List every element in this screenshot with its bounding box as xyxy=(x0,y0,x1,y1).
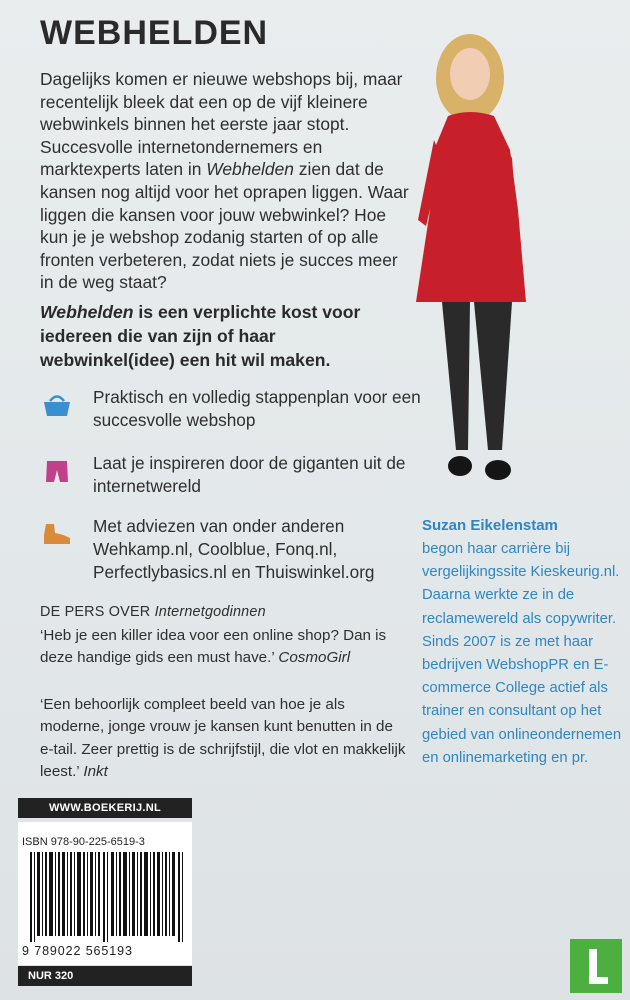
publisher-url: WWW.BOEKERIJ.NL xyxy=(18,798,192,818)
l-logo-icon xyxy=(570,939,622,993)
bullet-text: Met adviezen van onder anderen Wehkamp.nl, Coolblue, Fonq.nl, Perfectlybasics.nl en Thuiswinkel.org xyxy=(93,516,375,582)
publisher-logo xyxy=(570,939,622,993)
press-heading: DE PERS OVER Internetgodinnen xyxy=(40,604,266,620)
author-bio: begon haar carrière bij vergelijkingssite Kieskeurig.nl. Daarna werkte ze in de reclamewereld als copywriter. Sinds 2007 is ze met haar bedrijven WebshopPR en E-commerce College actief als trainer en consultant op het gebied van onlineondernemen en onlinemarketing en pr. xyxy=(422,541,622,766)
bold-intro-paragraph: Webhelden is een verplichte kost voor iedereen die van zijn of haar webwinkel(idee) een hit wil maken. xyxy=(40,302,361,370)
book-title: WEBHELDEN xyxy=(40,14,269,52)
intro-paragraph: Dagelijks komen er nieuwe webshops bij, maar recentelijk bleek dat een op de vijf kleinere webwinkels binnen het eerste jaar stopt. Succesvolle internetondernemers en marktexperts laten in Webhelden zien dat de kansen nog altijd voor het oprapen liggen. Waar liggen die kansen voor jouw webwinkel? Hoe kun je je webshop zodanig starten of op alle fronten verbeteren, zodat niets je succes meer in de weg staat? xyxy=(40,69,409,293)
shorts-icon xyxy=(40,458,74,484)
shoe-icon xyxy=(40,521,74,547)
bullet-text: Laat je inspireren door de giganten uit de internetwereld xyxy=(93,453,406,496)
author-photo xyxy=(408,30,558,490)
author-name: Suzan Eikelenstam xyxy=(422,517,558,534)
press-quote: ‘Heb je een killer idea voor een online shop? Dan is deze handige gids een must have.’ CosmoGirl xyxy=(40,627,387,667)
barcode xyxy=(30,852,186,942)
press-quote: ‘Een behoorlijk compleet beeld van hoe je als moderne, jonge vrouw je kansen kunt benutten in de e-tail. Zeer prettig is de schrijfstijl, die vlot en makkelijk leest.’ Inkt xyxy=(40,696,406,781)
isbn: ISBN 978-90-225-6519-3 xyxy=(22,836,145,848)
handbag-icon xyxy=(40,392,74,418)
nur-code: NUR 320 xyxy=(18,966,192,986)
barcode-number: 9 789022 565193 xyxy=(22,944,133,958)
bullet-text: Praktisch en volledig stappenplan voor een succesvolle webshop xyxy=(93,387,421,430)
